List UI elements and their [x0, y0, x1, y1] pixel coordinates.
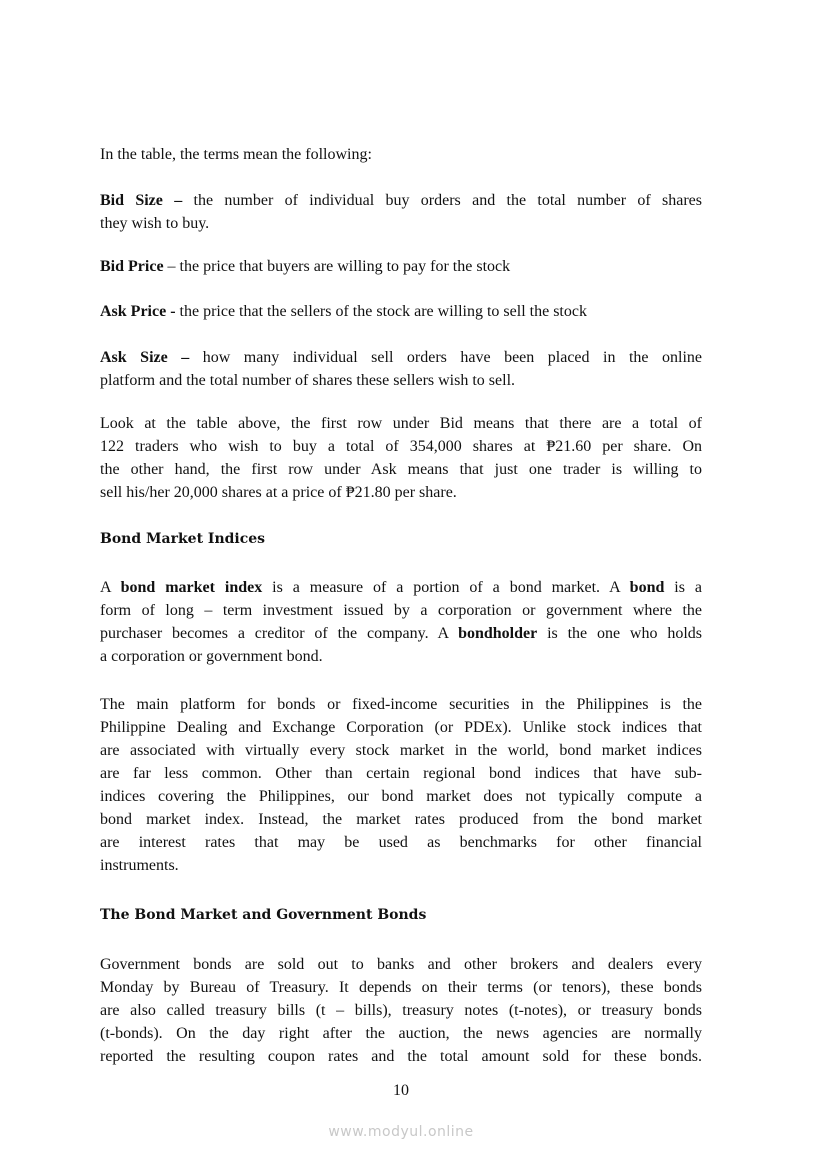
text-line: [100, 435, 702, 458]
text-segment: The main platform for bonds or fixed-income securities in the Philippines is the: [100, 696, 702, 713]
bold-term: Bond Market Indices: [100, 531, 266, 547]
paragraph: [100, 576, 702, 668]
text-segment: the other hand, the first row under Ask means that just one trader is willing to: [100, 461, 702, 478]
text-segment: – the price that buyers are willing to pay for the stock: [163, 258, 511, 275]
text-segment: is a: [664, 579, 702, 596]
text-line: [100, 189, 702, 212]
text-segment: instruments.: [100, 857, 179, 874]
text-line: [100, 739, 702, 762]
text-segment: are associated with virtually every stock market in the world, bond market indices: [100, 742, 702, 759]
text-segment: In the table, the terms mean the following:: [100, 146, 372, 163]
paragraph: [100, 189, 702, 235]
text-segment: 122 traders who wish to buy a total of 354,000 shares at ₱21.60 per share. On: [100, 438, 702, 455]
text-line: [100, 762, 702, 785]
text-line: [100, 999, 702, 1022]
text-segment: form of long – term investment issued by a corporation or government where the: [100, 602, 702, 619]
text-segment: A: [100, 579, 121, 596]
text-segment: sell his/her 20,000 shares at a price of ₱21.80 per share.: [100, 484, 457, 501]
bold-term: The Bond Market and Government Bonds: [100, 907, 427, 923]
text-line: [100, 255, 702, 278]
bold-term: bond market index: [120, 579, 263, 596]
paragraph: [100, 412, 702, 504]
text-line: [100, 458, 702, 481]
bold-term: Bid Price: [100, 258, 164, 275]
text-line: [100, 528, 265, 551]
text-line: [100, 481, 702, 504]
bold-term: Ask Price -: [100, 303, 176, 320]
text-line: [100, 1045, 702, 1068]
text-segment: are far less common. Other than certain regional bond indices that have sub-: [100, 765, 702, 782]
text-segment: the price that the sellers of the stock are willing to sell the stock: [175, 303, 587, 320]
section-heading: [100, 528, 265, 551]
text-segment: a corporation or government bond.: [100, 648, 323, 665]
paragraph: [100, 693, 702, 877]
text-segment: reported the resulting coupon rates and the total amount sold for these bonds.: [100, 1048, 702, 1065]
text-segment: (t-bonds). On the day right after the auction, the news agencies are normally: [100, 1025, 702, 1042]
text-line: [100, 831, 702, 854]
bold-term: Ask Size –: [100, 349, 190, 366]
text-line: [100, 645, 702, 668]
text-line: [100, 854, 702, 877]
text-line: [100, 953, 702, 976]
text-line: [100, 808, 702, 831]
bold-term: bondholder: [458, 625, 538, 642]
text-segment: the number of individual buy orders and the total number of shares: [182, 192, 703, 209]
text-line: [100, 369, 702, 392]
text-segment: indices covering the Philippines, our bond market does not typically compute a: [100, 788, 702, 805]
text-line: [100, 693, 702, 716]
text-segment: are interest rates that may be used as benchmarks for other financial: [100, 834, 702, 851]
text-segment: Philippine Dealing and Exchange Corporation (or PDEx). Unlike stock indices that: [100, 719, 702, 736]
bold-term: Bid Size –: [100, 192, 183, 209]
text-segment: how many individual sell orders have been placed in the online: [189, 349, 702, 366]
section-heading: [100, 904, 426, 927]
watermark: www.modyul.online: [328, 1124, 474, 1140]
text-line: [100, 300, 702, 323]
text-segment: Government bonds are sold out to banks and other brokers and dealers every: [100, 956, 702, 973]
text-segment: is the one who holds: [537, 625, 703, 642]
text-line: [100, 716, 702, 739]
text-line: [100, 143, 702, 166]
paragraph: [100, 143, 702, 166]
paragraph: [100, 255, 702, 278]
text-line: [100, 576, 702, 599]
text-line: [100, 976, 702, 999]
page-number: 10: [393, 1082, 409, 1099]
text-line: [100, 1022, 702, 1045]
text-line: [100, 785, 702, 808]
text-segment: platform and the total number of shares these sellers wish to sell.: [100, 372, 516, 389]
text-segment: bond market index. Instead, the market rates produced from the bond market: [100, 811, 702, 828]
text-segment: is a measure of a portion of a bond market. A: [262, 579, 630, 596]
text-line: [100, 599, 702, 622]
text-segment: purchaser becomes a creditor of the company. A: [100, 625, 459, 642]
text-line: [100, 622, 702, 645]
text-segment: Look at the table above, the first row under Bid means that there are a total of: [100, 415, 702, 432]
text-line: [100, 412, 702, 435]
paragraph: [100, 346, 702, 392]
paragraph: [100, 953, 702, 1068]
text-line: [100, 904, 426, 927]
text-segment: they wish to buy.: [100, 215, 210, 232]
text-segment: Monday by Bureau of Treasury. It depends on their terms (or tenors), these bonds: [100, 979, 702, 996]
text-line: [100, 346, 702, 369]
bold-term: bond: [629, 579, 665, 596]
text-line: [100, 212, 702, 235]
text-segment: are also called treasury bills (t – bills), treasury notes (t-notes), or treasury bonds: [100, 1002, 702, 1019]
paragraph: [100, 300, 702, 323]
